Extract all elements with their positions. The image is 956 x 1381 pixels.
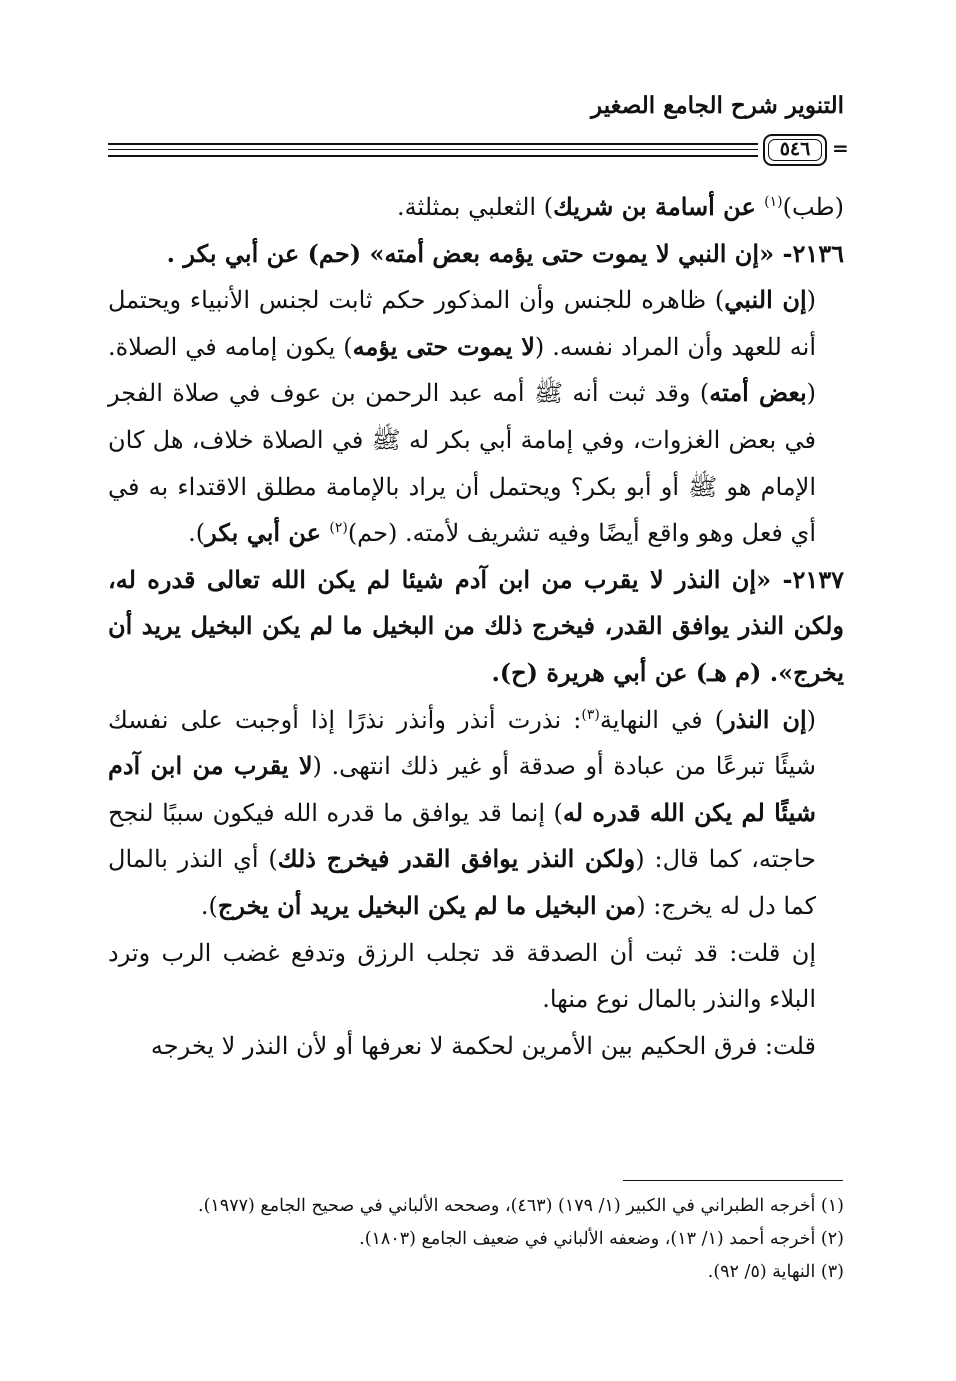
text-run: ) يكون إمامه في الصلاة. ( <box>108 332 816 408</box>
hadith-text: «إن النبي لا يموت حتى يؤمه بعض أمته» (حم) عن أبي بكر . <box>166 238 775 268</box>
header-rule-middle <box>108 149 758 150</box>
text-run: ) إنما قد يوافق ما قدره الله فيكون سببًا لنجح حاجته، كما قال: ( <box>108 798 817 874</box>
footnote-2: (٢) أخرجه أحمد (١/ ١٣)، وضعفه الألباني في ضعيف الجامع (١٨٠٣). <box>359 1229 844 1249</box>
footnotes <box>108 1190 844 1289</box>
bold-run: ولكن النذر يوافق القدر فيخرج ذلك <box>277 844 636 874</box>
footnote-1: (١) أخرجه الطبراني في الكبير (١/ ١٧٩) (٤٦٣)، وصححه الألباني في صحيح الجامع (١٩٧٧). <box>198 1196 844 1216</box>
bold-run: عن أسامة بن شريك <box>553 192 765 221</box>
bold-run: إن النذر <box>724 704 807 734</box>
commentary-2136 <box>108 277 844 557</box>
bold-run: من البخيل ما لم يكن البخيل يريد أن يخرج <box>217 890 637 920</box>
header-rule-bottom <box>108 155 758 157</box>
hadith-text: «إن النذر لا يقرب من ابن آدم شيئا لم يكن الله تعالى قدره له، ولكن النذر يوافق القدر، فيخرج ذلك من البخيل ما لم يكن البخيل يريد أن يخرج». (م هـ) عن أبي هريرة (ح). <box>108 564 844 687</box>
bold-run: إن النبي <box>724 285 807 315</box>
commentary-2137 <box>108 697 844 930</box>
hadith-number: ٢١٣٧- <box>771 564 844 594</box>
text-run: ) ظاهره للجنس وأن المذكور حكم ثابت لجنس الأنبياء ويحتمل أنه للعهد وأن المراد نفسه. ( <box>108 286 817 361</box>
hadith-number: ٢١٣٦- <box>774 238 844 268</box>
hadith-2136 <box>108 231 844 278</box>
page-number-frame <box>763 134 827 166</box>
page-number: ٥٤٦ <box>779 138 811 160</box>
bold-run: لا يقرب من ابن آدم شيئًا لم يكن الله قدره له <box>108 751 816 827</box>
text-run: ( <box>806 286 816 315</box>
footnote-separator <box>623 1180 843 1181</box>
hadith-2137 <box>108 557 844 697</box>
running-title: التنوير شرح الجامع الصغير <box>591 92 844 119</box>
footnote-ref: (٢) <box>329 520 348 537</box>
bold-run: عن أبي بكر <box>205 518 330 548</box>
ornament-mark: = <box>832 136 849 160</box>
text-run: ) الثعلبي بمثلثة. <box>397 193 554 221</box>
footnote-ref: (١) <box>764 194 783 210</box>
text-run: ( <box>806 705 816 734</box>
text-run: ). <box>200 891 218 920</box>
objection-paragraph: إن قلت: قد ثبت أن الصدقة قد تجلب الرزق وتدفع غضب الرب وترد البلاء والنذر بالمال نوع منها. <box>108 938 816 1014</box>
text-run: ) في النهاية <box>599 705 725 734</box>
footnote-3: (٣) النهاية (٥/ ٩٢). <box>707 1262 844 1282</box>
footnote-ref: (٣) <box>581 706 600 723</box>
bold-run: بعض أمته <box>709 378 807 408</box>
text-run: : نذرت أنذر وأنذر نذرًا إذا أوجبت على نفسك شيئًا تبرعًا من عبادة أو صدقة أو غير ذلك انتهى. ( <box>108 705 816 781</box>
reply-paragraph: قلت: فرق الحكيم بين الأمرين لحكمة لا نعرفها أو لأن النذر لا يخرجه <box>150 1031 816 1060</box>
text-run: ) وقد ثبت أنه ﷺ أمه عبد الرحمن بن عوف في صلاة الفجر في بعض الغزوات، وفي إمامة أبي بكر له ﷺ في الصلاة خلاف، هل كان الإمام هو ﷺ أو أبو بكر؟ ويحتمل أن يراد بالإمامة مطلق الاقتداء به في أي فعل وهو واقع أيضًا وفيه تشريف لأمته. (حم) <box>108 379 816 548</box>
text-run: ). <box>188 519 206 548</box>
bold-run: لا يموت حتى يؤمه <box>352 331 535 361</box>
text-run: ) أي النذر بالمال كما دل له يخرج: ( <box>108 845 816 920</box>
paragraph-source <box>108 184 844 231</box>
header-rule-top <box>108 143 758 145</box>
text-run: (طب) <box>782 193 844 221</box>
main-text <box>108 184 844 1069</box>
